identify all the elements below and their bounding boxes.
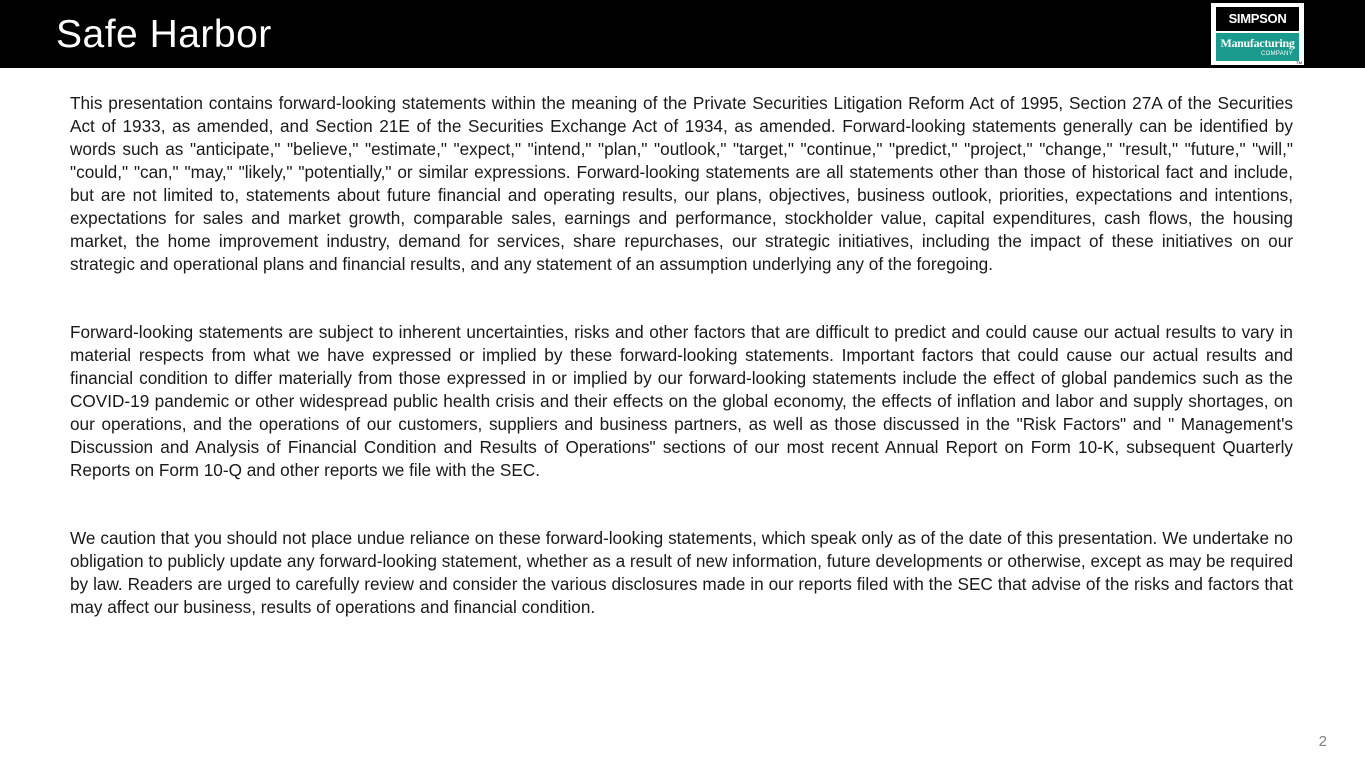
header-bar [0, 0, 1365, 68]
logo-wordmark-manufacturing: Manufacturing [1220, 36, 1295, 50]
logo-wordmark-company: COMPANY [1261, 51, 1293, 57]
page-number: 2 [1318, 733, 1327, 750]
paragraph-forward-looking-definition: This presentation contains forward-looking statements within the meaning of the Private Securities Litigation Reform Act of 1995, Section 27A of the Securities Act of 1933, as amended, and Section 21E of the Securities Exchange Act of 1934, as amended. Forward-looking statements generally can be identified by words such as "anticipate," "believe," "estimate," "expect," "intend," "plan," "outlook," "target," "continue," "predict," "project," "change," "result," "future," "will," "could," "can," "may," "likely," "potentially," or similar expressions. Forward-looking statements are all statements other than those of historical fact and include, but are not limited to, statements about future financial and operating results, our plans, objectives, business outlook, priorities, expectations and intentions, expectations for sales and market growth, comparable sales, earnings and performance, stockholder value, capital expenditures, cash flows, the housing market, the home improvement industry, demand for services, share repurchases, our strategic initiatives, including the impact of these initiatives on our strategic and operational plans and financial results, and any statement of an assumption underlying any of the foregoing. [70, 93, 1293, 274]
paragraph-risk-factors: Forward-looking statements are subject to inherent uncertainties, risks and other factors that are difficult to predict and could cause our actual results to vary in material respects from what we have expressed or implied by these forward-looking statements. Important factors that could cause our actual results and financial condition to differ materially from those expressed in or implied by our forward-looking statements include the effect of global pandemics such as the COVID-19 pandemic or other widespread public health crisis and their effects on the global economy, the effects of inflation and labor and supply shortages, on our operations, and the operations of our customers, suppliers and business partners, as well as those discussed in the "Risk Factors" and " Management's Discussion and Analysis of Financial Condition and Results of Operations" sections of our most recent Annual Report on Form 10-K, subsequent Quarterly Reports on Form 10-Q and other reports we file with the SEC. [70, 322, 1293, 480]
page-title: Safe Harbor [56, 13, 272, 56]
logo-trademark: TM [1296, 60, 1302, 65]
logo-panel [1216, 33, 1299, 61]
company-logo [1211, 3, 1304, 65]
paragraph-caution: We caution that you should not place undue reliance on these forward-looking statements, which speak only as of the date of this presentation. We undertake no obligation to publicly update any forward-looking statement, whether as a result of new information, future developments or otherwise, except as may be required by law. Readers are urged to carefully review and consider the various disclosures made in our reports filed with the SEC that advise of the risks and factors that may affect our business, results of operations and financial condition. [70, 528, 1293, 617]
disclaimer-body [70, 92, 1293, 619]
logo-wordmark-simpson: SIMPSON [1216, 7, 1299, 31]
